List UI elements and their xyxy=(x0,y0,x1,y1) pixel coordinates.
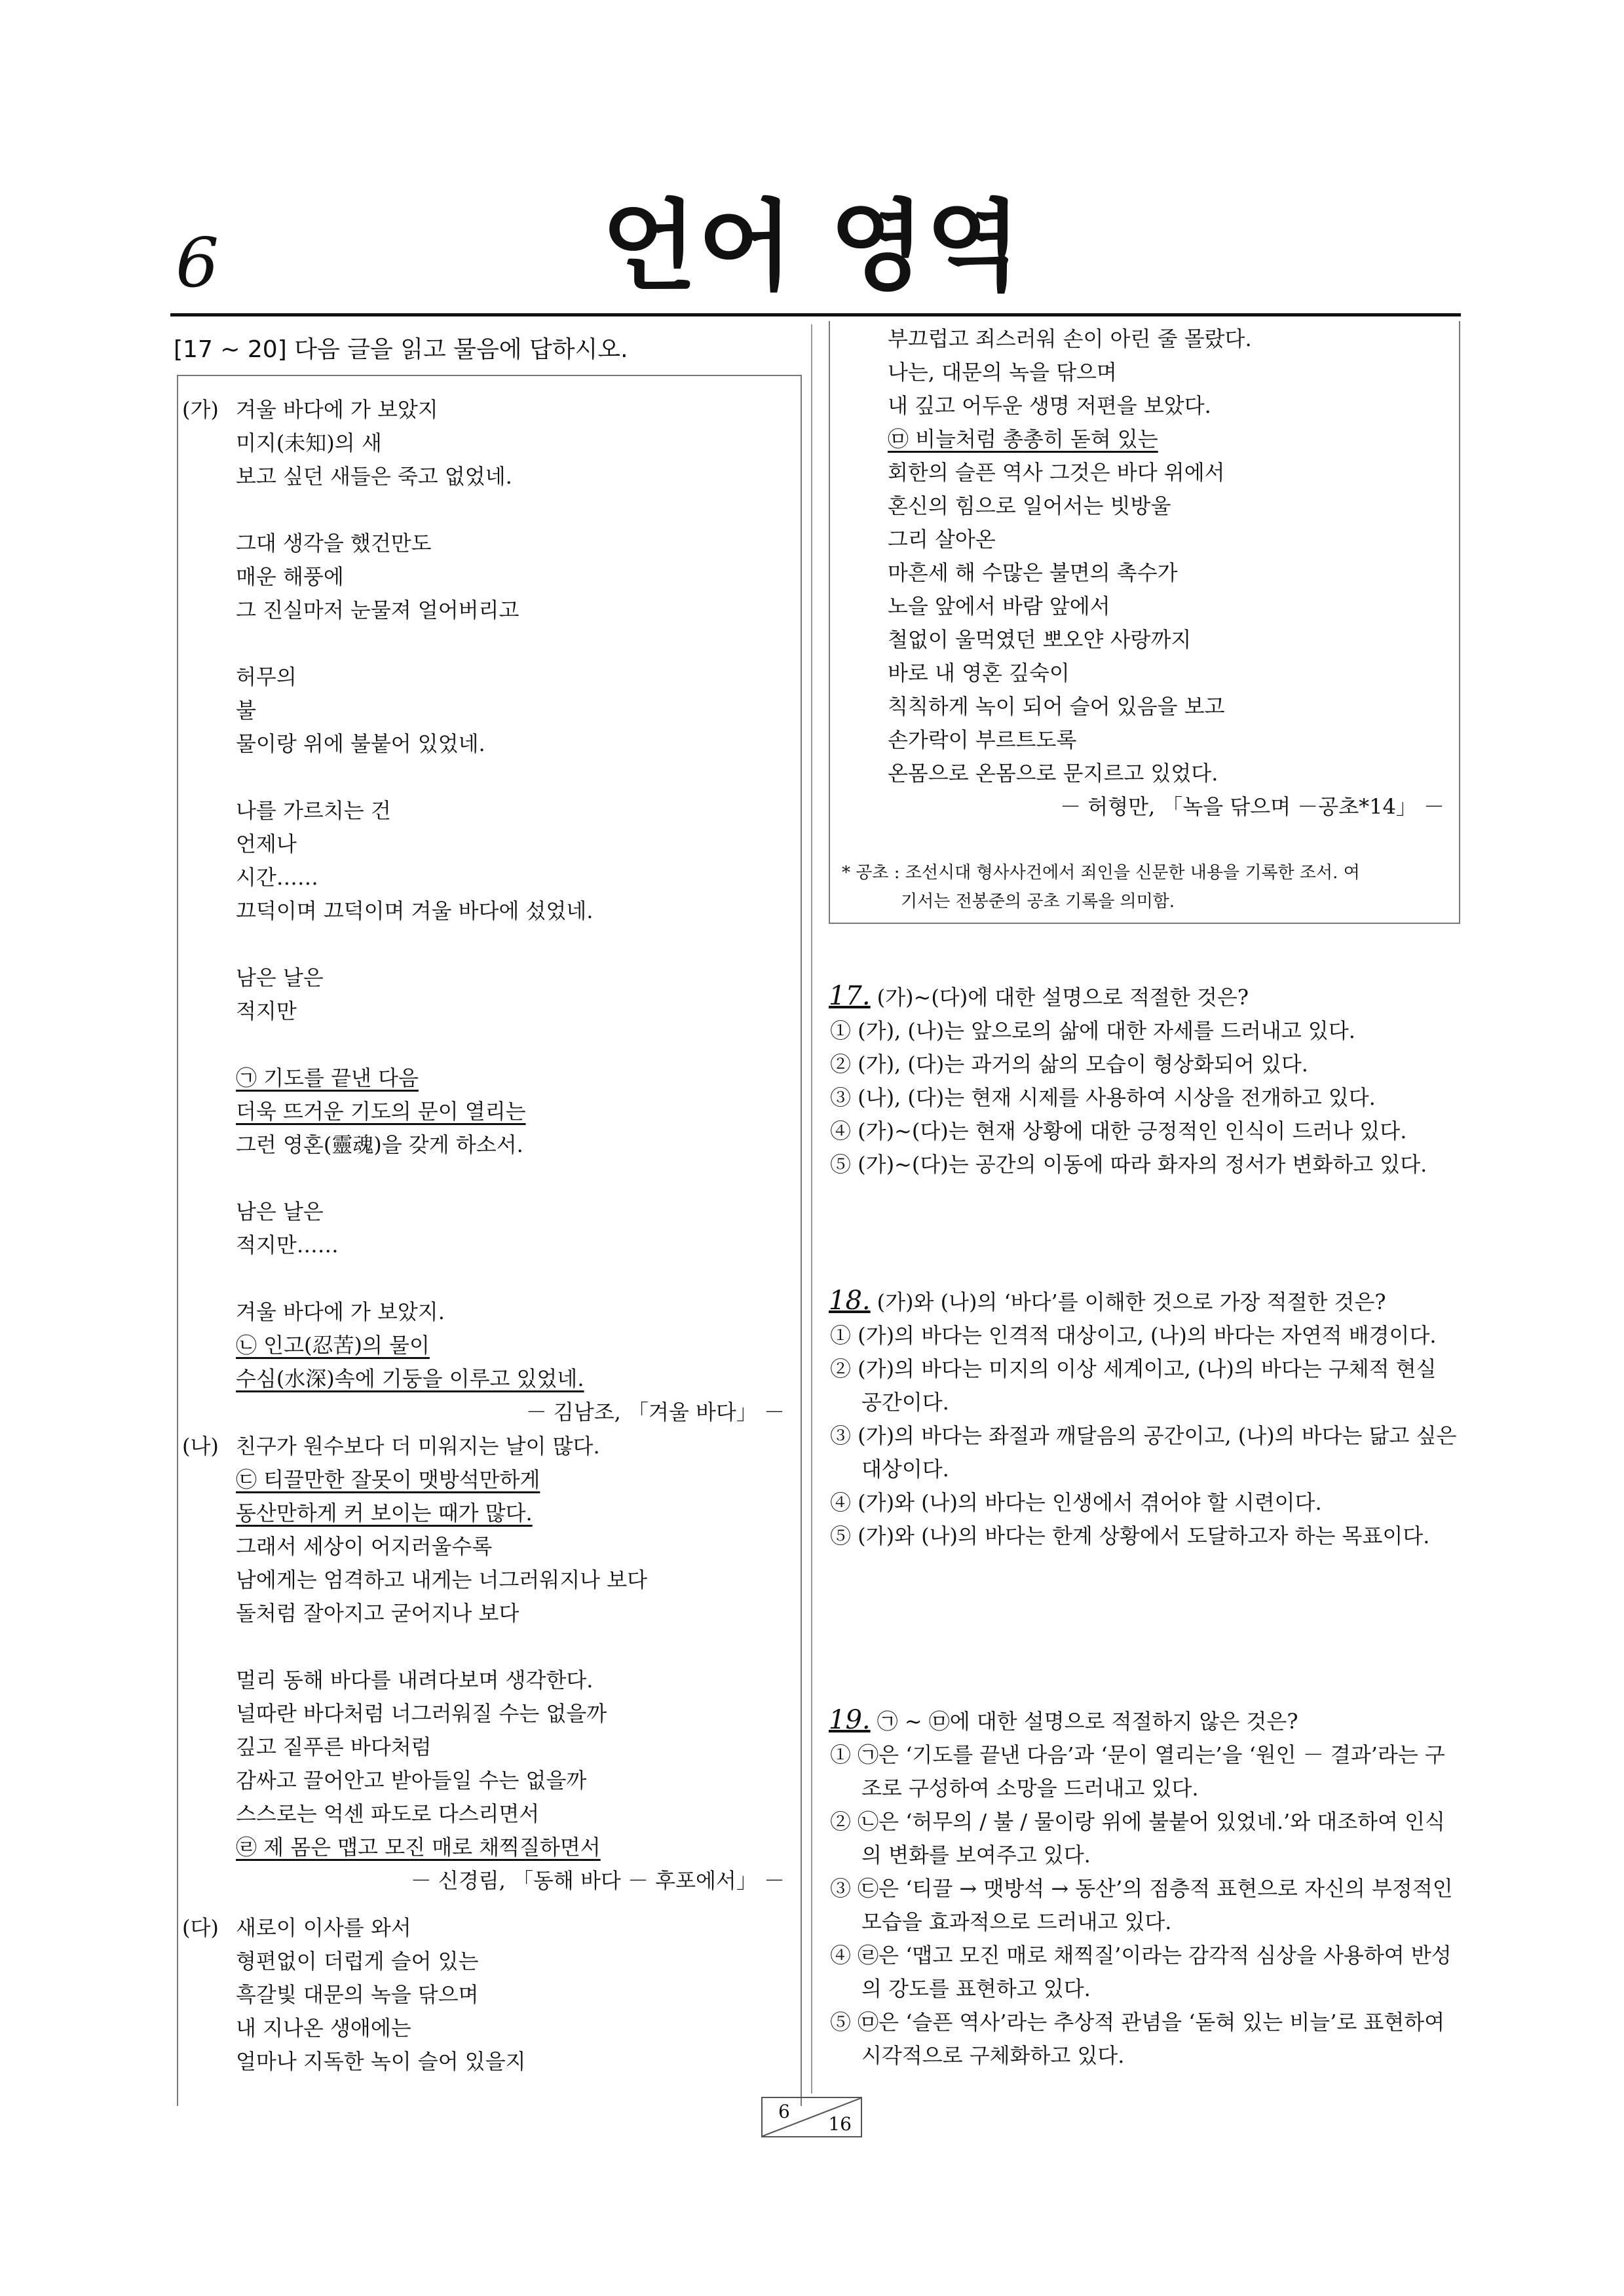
question-stem xyxy=(829,980,1461,1014)
poem-na-label: (나) xyxy=(182,1434,219,1459)
poem-line-underlined-c: ㉢ 티끌만한 잘못이 맷방석만하게 xyxy=(236,1467,540,1492)
poem-line: 시간…… xyxy=(236,865,318,890)
poem-line: 스스로는 억센 파도로 다스리면서 xyxy=(236,1801,540,1826)
poem-ga xyxy=(236,393,785,1429)
poem-line xyxy=(236,1630,785,1664)
poem-line: 얼마나 지독한 녹이 슬어 있을지 xyxy=(236,2049,526,2074)
poem-line: 나는, 대문의 녹을 닦으며 xyxy=(888,360,1117,385)
column-divider xyxy=(811,324,812,2094)
answer-option[interactable]: ② (가)의 바다는 미지의 이상 세계이고, (나)의 바다는 구체적 현실 공간이다. xyxy=(830,1356,1437,1415)
poem-line: 칙칙하게 녹이 되어 슬어 있음을 보고 xyxy=(888,694,1225,719)
page-number: 6 xyxy=(176,223,219,303)
footnote-line1: * 공초 : 조선시대 형사사건에서 죄인을 신문한 내용을 기록한 조서. 여 xyxy=(842,863,1360,883)
answer-option[interactable]: ④ (가)와 (나)의 바다는 인생에서 겪어야 할 시련이다. xyxy=(830,1490,1322,1515)
poem-line xyxy=(236,627,785,660)
poem-line: 감싸고 끌어안고 받아들일 수는 없을까 xyxy=(236,1768,587,1793)
poem-line: 마흔세 해 수많은 불면의 촉수가 xyxy=(888,560,1178,585)
poem-line: 내 깊고 어두운 생명 저편을 보았다. xyxy=(888,393,1211,418)
poem-line: 미지(未知)의 새 xyxy=(236,430,382,455)
poem-line xyxy=(236,1028,785,1062)
poem-line: 그대 생각을 했건만도 xyxy=(236,531,432,556)
poem-line: 적지만 xyxy=(236,999,297,1024)
poem-line: 나를 가르치는 건 xyxy=(236,798,391,823)
poem-line: 그래서 세상이 어지러울수록 xyxy=(236,1534,493,1559)
poem-na xyxy=(236,1430,785,1898)
poem-line: 새로이 이사를 와서 xyxy=(236,1915,411,1940)
answer-option[interactable]: ③ (나), (다)는 현재 시제를 사용하여 시상을 전개하고 있다. xyxy=(830,1085,1376,1110)
poem-line-underlined-a: ㉠ 기도를 끝낸 다음 xyxy=(236,1065,419,1090)
poem-line: 깊고 짙푸른 바다처럼 xyxy=(236,1734,432,1759)
question-text: ㉠ ~ ㉤에 대한 설명으로 적절하지 않은 것은? xyxy=(877,1709,1298,1734)
poem-da-right xyxy=(888,322,1445,824)
poem-line: 남에게는 엄격하고 내게는 너그러워지나 보다 xyxy=(236,1567,648,1592)
footnote-line2: 기서는 전봉준의 공초 기록을 의미함. xyxy=(901,892,1175,911)
answer-option[interactable]: ③ ㉢은 ‘티끌 → 맷방석 → 동산’의 점층적 표현으로 자신의 부정적인 모습을 효과적으로 드러내고 있다. xyxy=(830,1876,1453,1934)
poem-line: 남은 날은 xyxy=(236,1199,324,1224)
poem-ga-author: － 김남조, 「겨울 바다」 － xyxy=(525,1400,785,1425)
poem-line: 친구가 원수보다 더 미워지는 날이 많다. xyxy=(236,1434,600,1459)
question-18 xyxy=(829,1284,1461,1553)
poem-line: 노을 앞에서 바람 앞에서 xyxy=(888,594,1110,619)
poem-line xyxy=(236,928,785,961)
poem-line: 철없이 울먹였던 뽀오얀 사랑까지 xyxy=(888,627,1192,652)
poem-line: 부끄럽고 죄스러워 손이 아린 줄 몰랐다. xyxy=(888,326,1252,351)
answer-option[interactable]: ⑤ (가)와 (나)의 바다는 한계 상황에서 도달하고자 하는 목표이다. xyxy=(830,1523,1430,1548)
poem-line xyxy=(236,1162,785,1195)
poem-line xyxy=(236,761,785,794)
poem-line: 보고 싶던 새들은 죽고 없었네. xyxy=(236,464,512,489)
question-number: 17. xyxy=(829,981,871,1011)
footer-current-page: 6 xyxy=(778,2101,790,2122)
answer-option[interactable]: ④ (가)~(다)는 현재 상황에 대한 긍정적인 인식이 드러나 있다. xyxy=(830,1119,1407,1143)
poem-line: 물이랑 위에 불붙어 있었네. xyxy=(236,731,485,756)
poem-line: 혼신의 힘으로 일어서는 빗방울 xyxy=(888,493,1171,518)
answer-option[interactable]: ⑤ (가)~(다)는 공간의 이동에 따라 화자의 정서가 변화하고 있다. xyxy=(830,1152,1427,1177)
answer-option[interactable]: ④ ㉣은 ‘맵고 모진 매로 채찍질’이라는 감각적 심상을 사용하여 반성의 강도를 표현하고 있다. xyxy=(830,1943,1452,2001)
poem-line: 그 진실마저 눈물져 얼어버리고 xyxy=(236,598,519,622)
answer-option[interactable]: ⑤ ㉤은 ‘슬픈 역사’라는 추상적 관념을 ‘돋혀 있는 비늘’로 표현하여 시각적으로 구체화하고 있다. xyxy=(830,2010,1445,2068)
question-text: (가)와 (나)의 ‘바다’를 이해한 것으로 가장 적절한 것은? xyxy=(877,1290,1386,1314)
poem-line: 매운 해풍에 xyxy=(236,564,344,589)
poem-line: 바로 내 영혼 깊숙이 xyxy=(888,660,1070,685)
poem-line: 겨울 바다에 가 보았지. xyxy=(236,1299,445,1324)
poem-line: 회한의 슬픈 역사 그것은 바다 위에서 xyxy=(888,460,1225,485)
poem-line: 남은 날은 xyxy=(236,965,324,990)
poem-line: 겨울 바다에 가 보았지 xyxy=(236,397,438,422)
instruction: [17 ~ 20] 다음 글을 읽고 물음에 답하시오. xyxy=(174,336,628,363)
poem-line: 흑갈빛 대문의 녹을 닦으며 xyxy=(236,1982,479,2007)
poem-line: 그런 영혼(靈魂)을 갖게 하소서. xyxy=(236,1132,523,1157)
answer-option[interactable]: ① ㉠은 ‘기도를 끝낸 다음’과 ‘문이 열리는’을 ‘원인 － 결과’라는 구조로 구성하여 소망을 드러내고 있다. xyxy=(830,1742,1445,1801)
question-stem xyxy=(829,1704,1461,1738)
poem-line xyxy=(236,493,785,527)
poem-line: 그리 살아온 xyxy=(888,527,996,552)
poem-line: 온몸으로 온몸으로 문지르고 있었다. xyxy=(888,761,1218,786)
poem-line-underlined-a: 더욱 뜨거운 기도의 문이 열리는 xyxy=(236,1099,526,1124)
answer-option[interactable]: ① (가), (나)는 앞으로의 삶에 대한 자세를 드러내고 있다. xyxy=(830,1018,1355,1043)
poem-line-underlined-c: 동산만하게 커 보이는 때가 많다. xyxy=(236,1501,533,1525)
answer-option[interactable]: ② (가), (다)는 과거의 삶의 모습이 형상화되어 있다. xyxy=(830,1052,1308,1077)
question-number: 19. xyxy=(829,1705,871,1735)
poem-line: 손가락이 부르트도록 xyxy=(888,727,1077,752)
question-text: (가)~(다)에 대한 설명으로 적절한 것은? xyxy=(877,985,1249,1010)
page-title: 언어 영역 xyxy=(601,190,1023,304)
answer-option[interactable]: ② ㉡은 ‘허무의 / 불 / 물이랑 위에 불붙어 있었네.’와 대조하여 인식의 변화를 보여주고 있다. xyxy=(830,1809,1445,1867)
poem-line: 널따란 바다처럼 너그러워질 수는 없을까 xyxy=(236,1701,607,1726)
poem-da-label: (다) xyxy=(182,1915,219,1940)
poem-line xyxy=(236,1262,785,1295)
footer-total-pages: 16 xyxy=(828,2113,852,2135)
poem-line-underlined-b: ㉡ 인고(忍苦)의 물이 xyxy=(236,1333,430,1358)
poem-line-underlined-e: ㉤ 비늘처럼 총총히 돋혀 있는 xyxy=(888,427,1158,451)
poem-line: 끄덕이며 끄덕이며 겨울 바다에 섰었네. xyxy=(236,898,594,923)
poem-line: 언제나 xyxy=(236,832,297,856)
answer-option[interactable]: ③ (가)의 바다는 좌절과 깨달음의 공간이고, (나)의 바다는 닮고 싶은 대상이다. xyxy=(830,1423,1457,1482)
poem-ga-label: (가) xyxy=(182,397,219,422)
question-stem xyxy=(829,1284,1461,1319)
header-rule xyxy=(170,313,1461,316)
answer-option[interactable]: ① (가)의 바다는 인격적 대상이고, (나)의 바다는 자연적 배경이다. xyxy=(830,1323,1437,1348)
poem-line: 허무의 xyxy=(236,664,297,689)
page-footer xyxy=(761,2097,862,2137)
poem-line: 불 xyxy=(236,698,256,723)
poem-line: 멀리 동해 바다를 내려다보며 생각한다. xyxy=(236,1668,594,1693)
footnote xyxy=(842,858,1451,916)
poem-line-underlined-b: 수심(水深)속에 기둥을 이루고 있었네. xyxy=(236,1366,584,1391)
poem-line-underlined-d: ㉣ 제 몸은 맵고 모진 매로 채찍질하면서 xyxy=(236,1835,601,1860)
poem-line: 형편없이 더럽게 슬어 있는 xyxy=(236,1949,479,1974)
question-17 xyxy=(829,980,1461,1181)
question-19 xyxy=(829,1704,1461,2073)
poem-line: 돌처럼 잘아지고 굳어지나 보다 xyxy=(236,1601,519,1626)
poem-da-author: － 허형만, 「녹을 닦으며 －공초*14」 － xyxy=(1060,794,1445,819)
poem-da-left xyxy=(236,1911,785,2078)
poem-na-author: － 신경림, 「동해 바다 － 후포에서」 － xyxy=(410,1868,785,1893)
poem-line: 적지만…… xyxy=(236,1233,339,1257)
poem-line: 내 지나온 생애에는 xyxy=(236,2016,411,2040)
question-number: 18. xyxy=(829,1286,871,1316)
